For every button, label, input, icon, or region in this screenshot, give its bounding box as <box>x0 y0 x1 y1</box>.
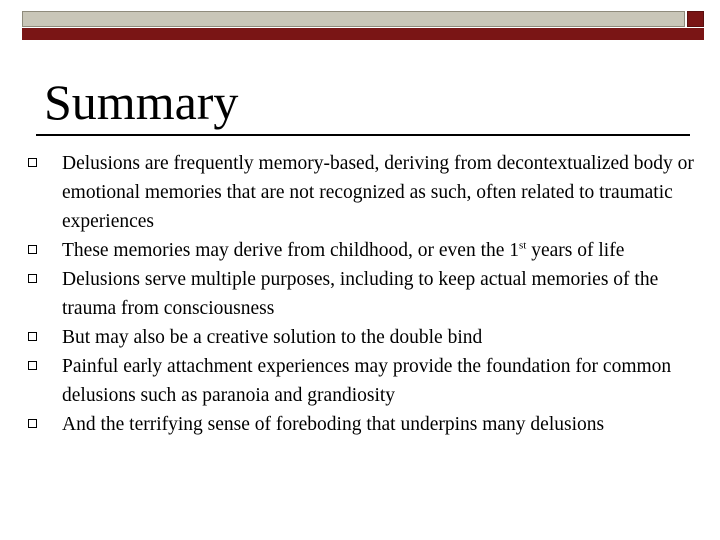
square-bullet-icon <box>28 419 37 428</box>
bullet-item <box>22 323 692 352</box>
bullet-text-part: These memories may derive from childhood, or even the 1 <box>62 240 520 261</box>
bullet-text-part: years of life <box>526 240 625 261</box>
bullet-text: But may also be a creative solution to the double bind <box>62 327 483 348</box>
square-bullet-icon <box>28 158 37 167</box>
title-divider <box>36 134 690 136</box>
square-bullet-icon <box>28 274 37 283</box>
superscript: st <box>519 239 527 252</box>
header-band <box>22 11 685 27</box>
slide-title: Summary <box>44 74 239 130</box>
header-accent-line <box>22 28 704 40</box>
bullet-item <box>22 410 692 439</box>
bullet-item <box>22 236 692 265</box>
bullet-text: And the terrifying sense of foreboding that underpins many delusions <box>62 414 605 435</box>
square-bullet-icon <box>28 361 37 370</box>
bullet-text <box>62 236 702 265</box>
bullet-text: Delusions serve multiple purposes, including to keep actual memories of the trauma from consciousness <box>62 269 659 319</box>
bullet-item <box>22 265 692 323</box>
bullet-text: Delusions are frequently memory-based, deriving from decontextualized body or emotional memories that are not recognized as such, often related to traumatic experiences <box>62 153 694 232</box>
bullet-list <box>22 149 692 439</box>
square-bullet-icon <box>28 245 37 254</box>
bullet-item <box>22 352 692 410</box>
bullet-text: Painful early attachment experiences may provide the foundation for common delusions such as paranoia and grandiosity <box>62 356 672 406</box>
square-bullet-icon <box>28 332 37 341</box>
bullet-item <box>22 149 692 236</box>
header-accent-square <box>687 11 704 27</box>
